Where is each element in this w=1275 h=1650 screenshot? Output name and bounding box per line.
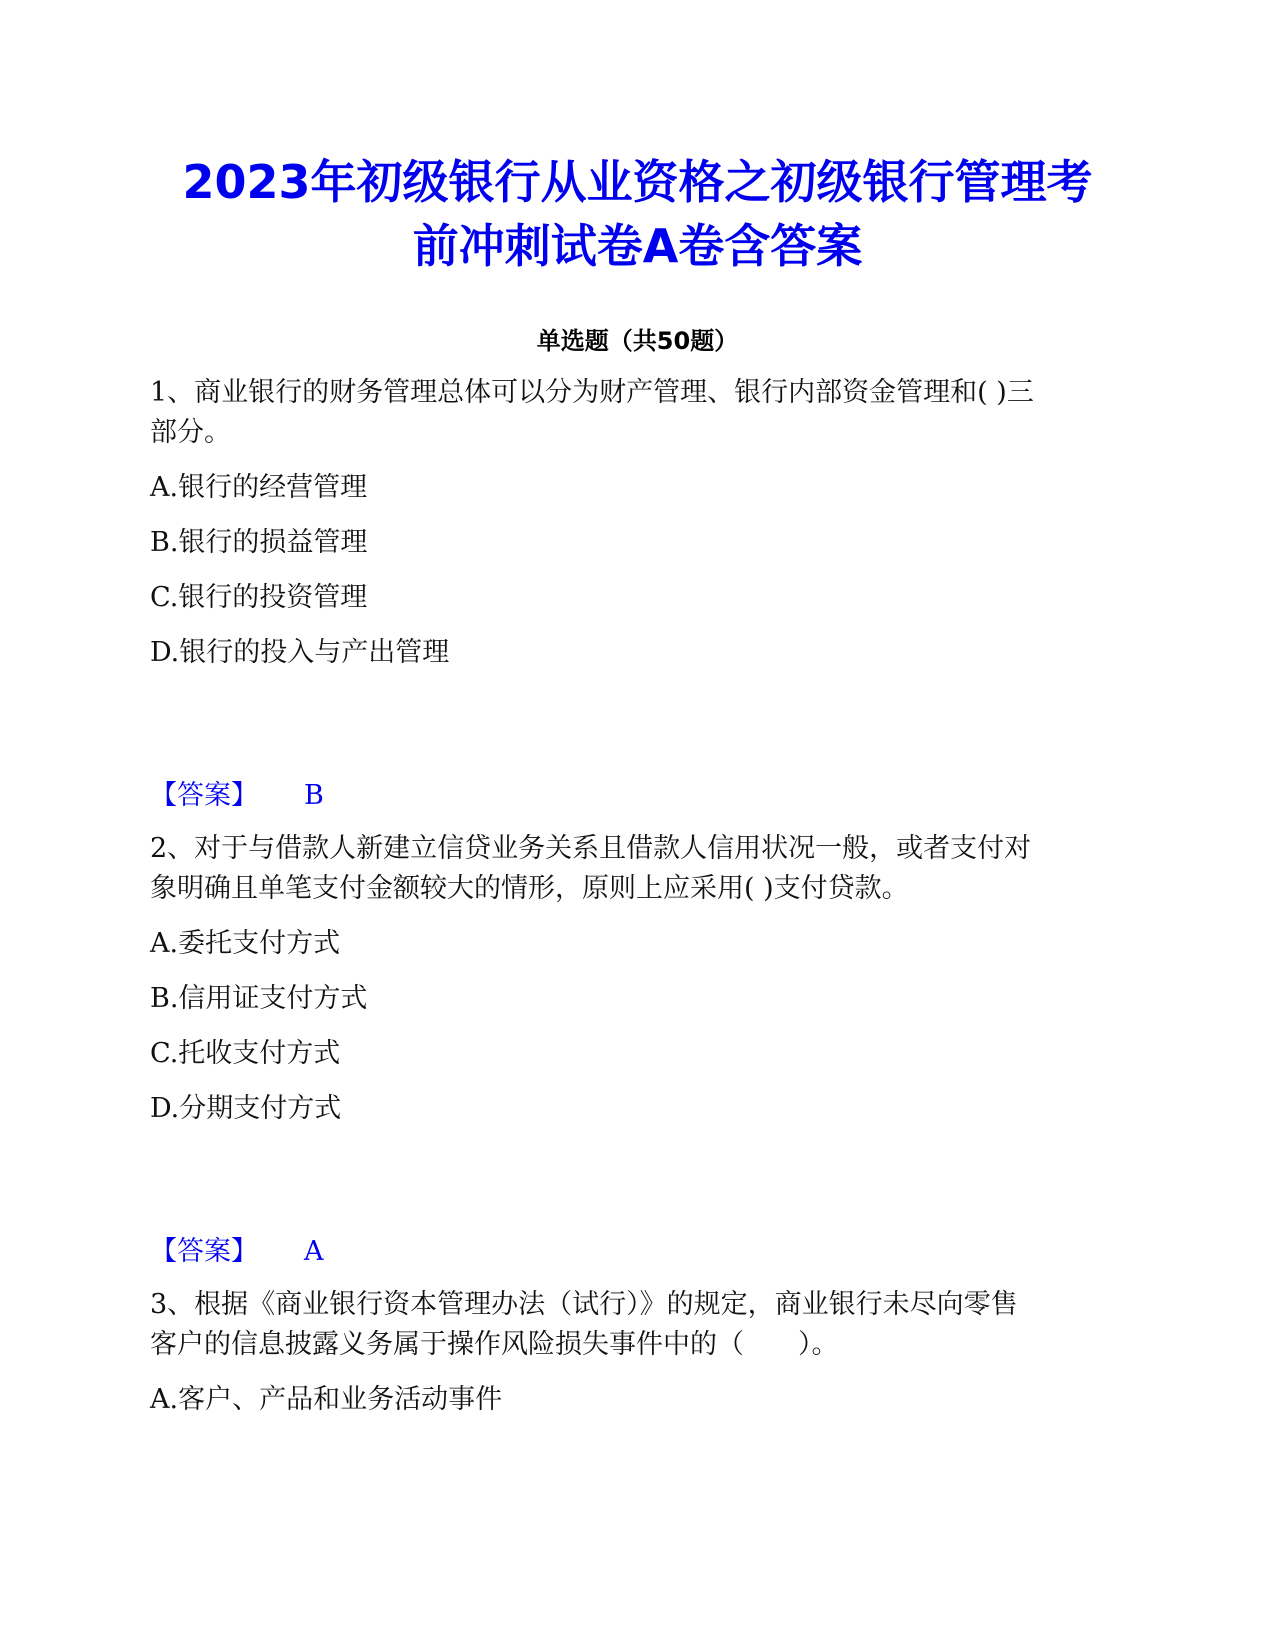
document-title-line-1: 2023年初级银行从业资格之初级银行管理考	[182, 155, 1093, 209]
answer-label: 【答案】	[150, 780, 258, 811]
question-1-answer	[150, 776, 324, 816]
question-2-option-b: B.信用证支付方式	[150, 983, 368, 1014]
question-2-option-c: C.托收支付方式	[150, 1038, 341, 1069]
question-2-option-d: D.分期支付方式	[150, 1093, 342, 1124]
document-title-line-2: 前冲刺试卷A卷含答案	[412, 219, 863, 273]
question-3-option-a: A.客户、产品和业务活动事件	[150, 1384, 503, 1415]
answer-value: A	[304, 1236, 324, 1267]
section-heading: 单选题（共50题）	[536, 327, 739, 355]
question-3-text-line-2: 客户的信息披露义务属于操作风险损失事件中的（ ）。	[150, 1329, 839, 1360]
question-1-option-a: A.银行的经营管理	[150, 472, 368, 503]
answer-label: 【答案】	[150, 1236, 258, 1267]
question-1-text-line-1: 1、商业银行的财务管理总体可以分为财产管理、银行内部资金管理和( )三	[150, 377, 1034, 408]
question-2-text-line-1: 2、对于与借款人新建立信贷业务关系且借款人信用状况一般，或者支付对	[150, 833, 1032, 864]
answer-value: B	[304, 780, 324, 811]
question-1-option-b: B.银行的损益管理	[150, 527, 368, 558]
question-2-text-line-2: 象明确且单笔支付金额较大的情形，原则上应采用( )支付贷款。	[150, 873, 909, 904]
question-3-text-line-1: 3、根据《商业银行资本管理办法（试行）》的规定，商业银行未尽向零售	[150, 1289, 1018, 1320]
question-1-option-c: C.银行的投资管理	[150, 582, 368, 613]
question-2-option-a: A.委托支付方式	[150, 928, 341, 959]
question-1-text-line-2: 部分。	[150, 417, 231, 448]
question-2-answer	[150, 1232, 324, 1272]
question-1-option-d: D.银行的投入与产出管理	[150, 637, 450, 668]
